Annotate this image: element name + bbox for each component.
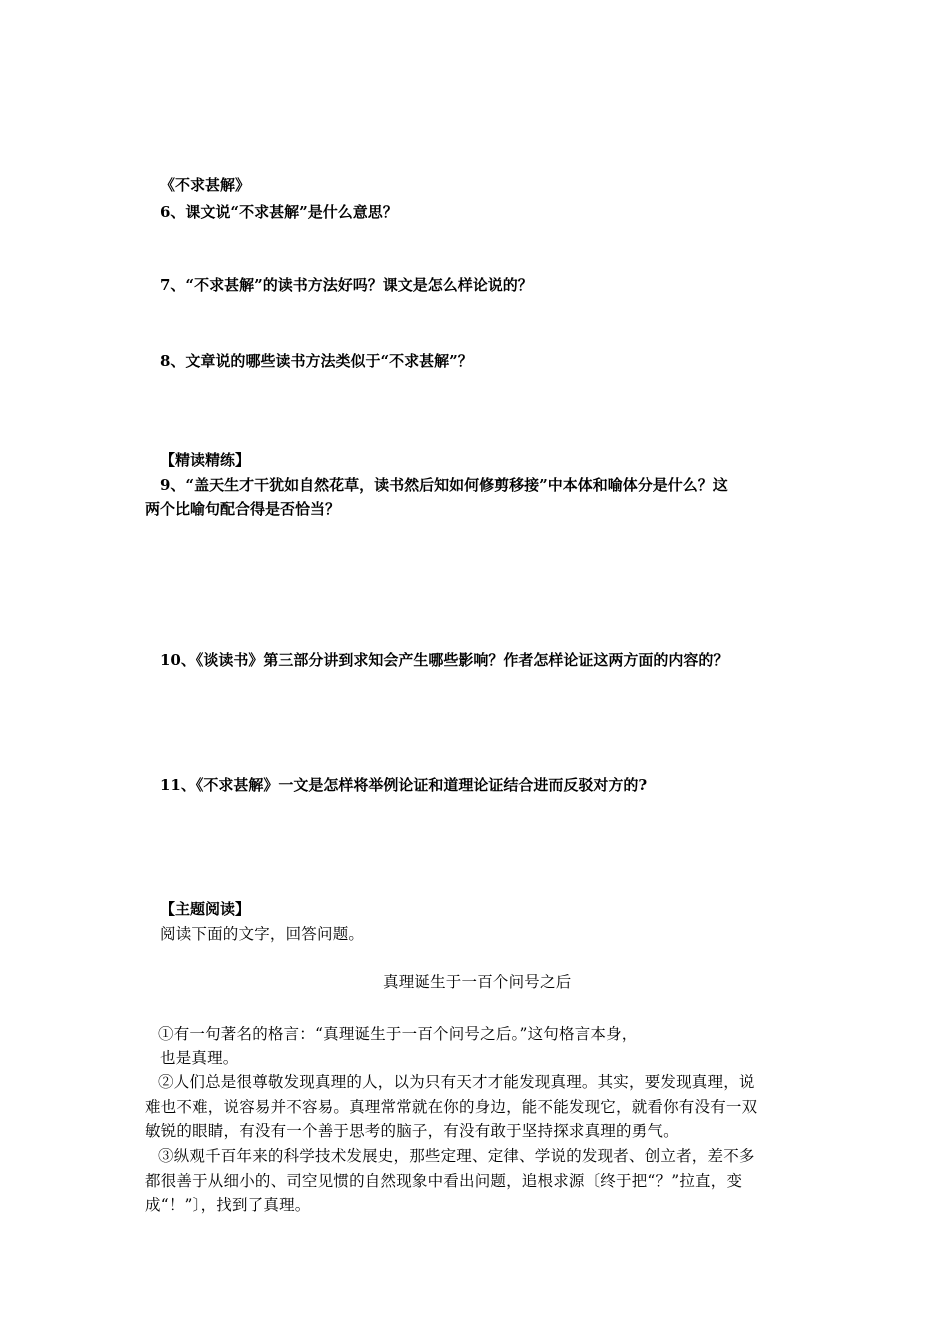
question-8: 8、文章说的哪些读书方法类似于“不求甚解”？ bbox=[160, 352, 473, 370]
reading-instruction: 阅读下面的文字，回答问题。 bbox=[160, 925, 365, 943]
question-6: 6、课文说“不求甚解”是什么意思？ bbox=[160, 203, 398, 221]
paragraph-2-line-2: 难也不难，说容易并不容易。真理常常就在你的身边，能不能发现它，就看你有没有一双 bbox=[145, 1098, 758, 1116]
heading-zhu-ti-yue-du: 【主题阅读】 bbox=[160, 900, 251, 918]
paragraph-3-line-3: 成“！”〕，找到了真理。 bbox=[145, 1196, 311, 1214]
question-11: 11、《不求甚解》一文是怎样将举例论证和道理论证结合进而反驳对方的? bbox=[160, 776, 648, 794]
paragraph-2-line-3: 敏锐的眼睛，有没有一个善于思考的脑子，有没有敢于坚持探求真理的勇气。 bbox=[145, 1122, 679, 1140]
paragraph-1-line-1: ①有一句著名的格言：“真理诞生于一百个问号之后。”这句格言本身， bbox=[158, 1025, 638, 1043]
paragraph-1-line-2: 也是真理。 bbox=[160, 1049, 239, 1067]
question-10: 10、《谈读书》第三部分讲到求知会产生哪些影响？作者怎样论证这两方面的内容的？ bbox=[160, 651, 729, 669]
passage-title: 真理诞生于一百个问号之后 bbox=[383, 973, 572, 991]
question-9-line-1: 9、“盖天生才干犹如自然花草，读书然后知如何修剪移接”中本体和喻体分是什么？这 bbox=[160, 476, 728, 494]
section-title-bu-qiu-shen-jie: 《不求甚解》 bbox=[160, 176, 251, 194]
question-9-line-2: 两个比喻句配合得是否恰当？ bbox=[145, 500, 341, 518]
paragraph-3-line-2: 都很善于从细小的、司空见惯的自然现象中看出问题，追根求源〔终于把“？”拉直，变 bbox=[145, 1172, 743, 1190]
paragraph-2-line-1: ②人们总是很尊敬发现真理的人，以为只有天才才能发现真理。其实，要发现真理，说 bbox=[158, 1073, 755, 1091]
heading-jing-du-jing-lian: 【精读精练】 bbox=[160, 451, 251, 469]
question-7: 7、“不求甚解”的读书方法好吗？课文是怎么样论说的？ bbox=[160, 276, 533, 294]
paragraph-3-line-1: ③纵观千百年来的科学技术发展史，那些定理、定律、学说的发现者、创立者，差不多 bbox=[158, 1147, 755, 1165]
